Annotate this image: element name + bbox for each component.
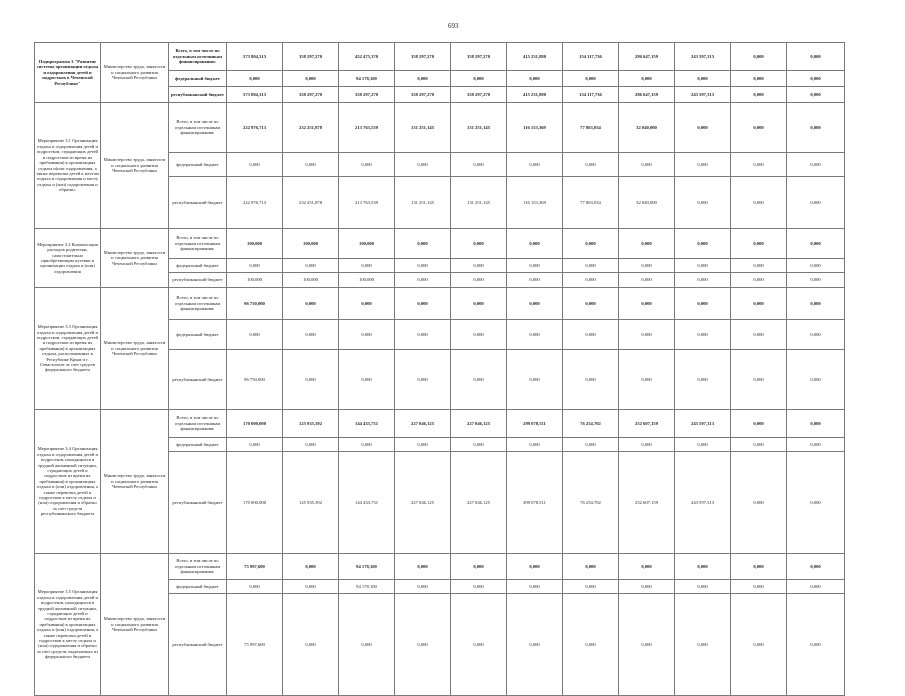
funding-source-cell: республиканский бюджет [169, 452, 227, 554]
amount-cell: 0,000 [283, 594, 339, 696]
amount-cell: 96 750,000 [227, 288, 283, 320]
amount-cell: 0,000 [339, 259, 395, 273]
amount-cell: 131 251,145 [395, 177, 451, 229]
amount-cell: 299 078,511 [507, 452, 563, 554]
amount-cell: 170 000,000 [227, 410, 283, 438]
amount-cell: 227 046,125 [395, 410, 451, 438]
funding-source-cell: Всего, в том числе по отдельным источникам финансирования: [169, 288, 227, 320]
amount-cell: 358 297,270 [283, 43, 339, 71]
amount-cell: 131 251,145 [395, 103, 451, 153]
amount-cell: 0,000 [787, 410, 845, 438]
amount-cell: 0,000 [283, 288, 339, 320]
amount-cell: 0,000 [731, 259, 787, 273]
amount-cell: 0,000 [507, 288, 563, 320]
amount-cell: 96 750,000 [227, 350, 283, 410]
amount-cell: 0,000 [395, 288, 451, 320]
amount-cell: 299 078,511 [507, 410, 563, 438]
amount-cell: 77 863,034 [563, 177, 619, 229]
amount-cell: 0,000 [731, 320, 787, 350]
amount-cell: 0,000 [227, 259, 283, 273]
amount-cell: 0,000 [619, 350, 675, 410]
amount-cell: 0,000 [339, 288, 395, 320]
amount-cell: 0,000 [395, 594, 451, 696]
amount-cell: 0,000 [395, 153, 451, 177]
amount-cell: 0,000 [283, 350, 339, 410]
amount-cell: 0,000 [787, 229, 845, 259]
table-row [35, 229, 845, 259]
table-body [35, 43, 845, 696]
amount-cell: 0,000 [507, 350, 563, 410]
amount-cell: 358 297,270 [451, 43, 507, 71]
executor-cell: Министерство труда, занятости и социального развития Чеченской Республики [101, 229, 169, 288]
amount-cell: 0,000 [507, 153, 563, 177]
amount-cell: 0,000 [395, 580, 451, 594]
amount-cell: 452 475,370 [339, 43, 395, 71]
amount-cell: 100,000 [227, 229, 283, 259]
program-name-cell: Мероприятие 3.1 Организация отдыха и оздоровления детей и подростков, страдающих детей и подростков из время их пребывания) в организациях отдыха и(или оздоровления, а также перевозка детей к местам отдыха и оздоровления и месту отдыха и (или) оздоровления и обратно. [35, 103, 101, 229]
amount-cell: 100,000 [339, 273, 395, 288]
amount-cell: 358 297,270 [339, 87, 395, 103]
amount-cell: 0,000 [675, 229, 731, 259]
amount-cell: 94 178,100 [339, 554, 395, 580]
amount-cell: 0,000 [507, 273, 563, 288]
amount-cell: 0,000 [731, 438, 787, 452]
funding-source-cell: федеральный бюджет [169, 259, 227, 273]
amount-cell: 243 597,313 [675, 410, 731, 438]
amount-cell: 213 763,539 [339, 177, 395, 229]
amount-cell: 0,000 [787, 259, 845, 273]
amount-cell: 0,000 [451, 229, 507, 259]
amount-cell: 0,000 [675, 438, 731, 452]
amount-cell: 0,000 [675, 288, 731, 320]
amount-cell: 0,000 [563, 554, 619, 580]
amount-cell: 415 231,880 [507, 43, 563, 71]
amount-cell: 0,000 [731, 153, 787, 177]
amount-cell: 131 251,145 [451, 177, 507, 229]
amount-cell: 415 231,880 [507, 87, 563, 103]
amount-cell: 0,000 [395, 229, 451, 259]
amount-cell: 0,000 [283, 71, 339, 87]
amount-cell: 0,000 [395, 273, 451, 288]
amount-cell: 0,000 [395, 320, 451, 350]
amount-cell: 0,000 [675, 554, 731, 580]
amount-cell: 0,000 [395, 71, 451, 87]
amount-cell: 358 297,270 [395, 43, 451, 71]
amount-cell: 0,000 [787, 452, 845, 554]
amount-cell: 0,000 [563, 229, 619, 259]
amount-cell: 0,000 [787, 438, 845, 452]
funding-source-cell: Всего, в том числе по отдельным источникам финансирования: [169, 43, 227, 71]
amount-cell: 0,000 [731, 410, 787, 438]
amount-cell: 0,000 [283, 153, 339, 177]
amount-cell: 0,000 [451, 350, 507, 410]
funding-source-cell: республиканский бюджет [169, 177, 227, 229]
amount-cell: 125 935,392 [283, 410, 339, 438]
funding-source-cell: федеральный бюджет [169, 580, 227, 594]
amount-cell: 170 000,000 [227, 452, 283, 554]
program-name-cell: Мероприятие 3.3 Организация отдыха и оздоровления детей и подростков, страдающих детей и подростков из время их пребывания) в организациях отдыха, расположенных в Республике Крым и г. Севастополе за счет средств федерального бюджета [35, 288, 101, 410]
amount-cell: 0,000 [395, 554, 451, 580]
amount-cell: 0,000 [619, 259, 675, 273]
amount-cell: 0,000 [787, 320, 845, 350]
funding-source-cell: федеральный бюджет [169, 71, 227, 87]
amount-cell: 0,000 [563, 71, 619, 87]
amount-cell: 131 251,145 [451, 103, 507, 153]
amount-cell: 0,000 [507, 259, 563, 273]
amount-cell: 0,000 [563, 153, 619, 177]
amount-cell: 0,000 [675, 103, 731, 153]
amount-cell: 0,000 [731, 350, 787, 410]
amount-cell: 0,000 [339, 153, 395, 177]
amount-cell: 0,000 [395, 438, 451, 452]
amount-cell: 0,000 [507, 229, 563, 259]
amount-cell: 0,000 [787, 153, 845, 177]
amount-cell: 0,000 [731, 229, 787, 259]
amount-cell: 0,000 [675, 320, 731, 350]
amount-cell: 0,000 [227, 438, 283, 452]
amount-cell: 0,000 [675, 273, 731, 288]
amount-cell: 100,000 [283, 273, 339, 288]
amount-cell: 0,000 [451, 594, 507, 696]
amount-cell: 243 597,313 [675, 452, 731, 554]
amount-cell: 0,000 [451, 288, 507, 320]
amount-cell: 0,000 [731, 177, 787, 229]
amount-cell: 144 433,731 [339, 410, 395, 438]
amount-cell: 0,000 [619, 438, 675, 452]
amount-cell: 0,000 [675, 350, 731, 410]
amount-cell: 243 597,313 [675, 87, 731, 103]
program-name-cell: Мероприятие 3.5 Организация отдыха и оздоровления детей и подростков, находящихся в трудной жизненной ситуации, страдающих детей и подростков из время их пребывания) в организациях отдыха и (или) оздоровления, а также перевозка детей и подростков к месту отдыха и (или) оздоровления и обратно за счет средств, выделяемых из федерального бюджета [35, 554, 101, 696]
funding-source-cell: республиканский бюджет [169, 87, 227, 103]
amount-cell: 0,000 [451, 438, 507, 452]
funding-source-cell: федеральный бюджет [169, 320, 227, 350]
amount-cell: 0,000 [619, 554, 675, 580]
amount-cell: 0,000 [787, 350, 845, 410]
amount-cell: 0,000 [731, 273, 787, 288]
table-row [35, 554, 845, 580]
amount-cell: 94 178,100 [339, 580, 395, 594]
amount-cell: 76 254,702 [563, 410, 619, 438]
amount-cell: 125 935,392 [283, 452, 339, 554]
amount-cell: 0,000 [619, 273, 675, 288]
funding-source-cell: Всего, в том числе по отдельным источникам финансирования: [169, 103, 227, 153]
amount-cell: 0,000 [227, 71, 283, 87]
amount-cell: 75 997,600 [227, 554, 283, 580]
amount-cell: 0,000 [787, 273, 845, 288]
table-row [35, 288, 845, 320]
amount-cell: 94 178,100 [339, 71, 395, 87]
amount-cell: 0,000 [283, 580, 339, 594]
amount-cell: 0,000 [507, 580, 563, 594]
amount-cell: 0,000 [787, 554, 845, 580]
amount-cell: 0,000 [731, 554, 787, 580]
amount-cell: 100,000 [283, 229, 339, 259]
amount-cell: 0,000 [619, 229, 675, 259]
executor-cell: Министерство труда, занятости и социального развития Чеченской Республики [101, 103, 169, 229]
amount-cell: 144 433,731 [339, 452, 395, 554]
amount-cell: 232 251,878 [283, 177, 339, 229]
amount-cell: 0,000 [675, 594, 731, 696]
amount-cell: 0,000 [675, 177, 731, 229]
amount-cell: 0,000 [675, 580, 731, 594]
program-name-cell: Мероприятие 3.4 Организация отдыха и оздоровления детей и подростков, находящихся в трудной жизненной ситуации, страдающих детей и подростков из время их пребывания) в организациях отдыха и (или) оздоровления, а также перевозка детей и подростков к месту отдыха и (или) оздоровления и обратно за счет средств республиканского бюджета [35, 410, 101, 554]
amount-cell: 0,000 [507, 71, 563, 87]
amount-cell: 0,000 [731, 288, 787, 320]
amount-cell: 77 863,034 [563, 103, 619, 153]
amount-cell: 0,000 [451, 273, 507, 288]
amount-cell: 0,000 [787, 594, 845, 696]
amount-cell: 0,000 [731, 87, 787, 103]
amount-cell: 0,000 [787, 43, 845, 71]
executor-cell: Министерство труда, занятости и социального развития Чеченской Республики [101, 288, 169, 410]
amount-cell: 286 647,159 [619, 43, 675, 71]
amount-cell: 222 976,713 [227, 177, 283, 229]
amount-cell: 0,000 [451, 259, 507, 273]
amount-cell: 243 597,313 [675, 43, 731, 71]
amount-cell: 227 046,125 [451, 452, 507, 554]
amount-cell: 75 997,600 [227, 594, 283, 696]
amount-cell: 0,000 [675, 259, 731, 273]
page-number: 693 [448, 22, 459, 30]
amount-cell: 0,000 [787, 71, 845, 87]
amount-cell: 0,000 [619, 320, 675, 350]
amount-cell: 573 804,313 [227, 43, 283, 71]
amount-cell: 232 251,878 [283, 103, 339, 153]
amount-cell: 0,000 [451, 580, 507, 594]
funding-source-cell: республиканский бюджет [169, 273, 227, 288]
amount-cell: 100,000 [227, 273, 283, 288]
amount-cell: 213 763,539 [339, 103, 395, 153]
amount-cell: 0,000 [787, 580, 845, 594]
amount-cell: 0,000 [675, 153, 731, 177]
amount-cell: 116 153,369 [507, 103, 563, 153]
amount-cell: 0,000 [451, 153, 507, 177]
amount-cell: 0,000 [451, 71, 507, 87]
amount-cell: 0,000 [507, 554, 563, 580]
amount-cell: 0,000 [563, 288, 619, 320]
amount-cell: 0,000 [227, 153, 283, 177]
amount-cell: 0,000 [563, 259, 619, 273]
executor-cell: Министерство труда, занятости и социального развития Чеченской Республики [101, 410, 169, 554]
amount-cell: 0,000 [283, 320, 339, 350]
amount-cell: 0,000 [619, 153, 675, 177]
amount-cell: 0,000 [731, 71, 787, 87]
amount-cell: 0,000 [563, 580, 619, 594]
table-row [35, 43, 845, 71]
amount-cell: 222 976,713 [227, 103, 283, 153]
amount-cell: 358 297,270 [451, 87, 507, 103]
amount-cell: 0,000 [787, 288, 845, 320]
amount-cell: 32 040,000 [619, 177, 675, 229]
amount-cell: 0,000 [283, 438, 339, 452]
table-row [35, 103, 845, 153]
funding-source-cell: федеральный бюджет [169, 153, 227, 177]
amount-cell: 0,000 [731, 103, 787, 153]
amount-cell: 0,000 [731, 452, 787, 554]
funding-source-cell: Всего, в том числе по отдельным источникам финансирования: [169, 410, 227, 438]
amount-cell: 0,000 [619, 594, 675, 696]
amount-cell: 0,000 [619, 288, 675, 320]
amount-cell: 573 804,313 [227, 87, 283, 103]
amount-cell: 0,000 [787, 177, 845, 229]
amount-cell: 286 647,159 [619, 87, 675, 103]
amount-cell: 0,000 [563, 273, 619, 288]
amount-cell: 116 153,369 [507, 177, 563, 229]
amount-cell: 0,000 [787, 103, 845, 153]
amount-cell: 0,000 [731, 594, 787, 696]
amount-cell: 227 046,125 [451, 410, 507, 438]
funding-source-cell: Всего, в том числе по отдельным источникам финансирования: [169, 229, 227, 259]
amount-cell: 0,000 [283, 259, 339, 273]
amount-cell: 0,000 [563, 320, 619, 350]
amount-cell: 0,000 [283, 554, 339, 580]
amount-cell: 0,000 [731, 43, 787, 71]
amount-cell: 227 046,125 [395, 452, 451, 554]
amount-cell: 0,000 [227, 580, 283, 594]
amount-cell: 358 297,270 [283, 87, 339, 103]
program-name-cell: Мероприятие 3.2 Компенсация расходов родителям, самостоятельно приобретающим путевки в организации отдыха и (или) оздоровления [35, 229, 101, 288]
amount-cell: 154 117,736 [563, 87, 619, 103]
amount-cell: 0,000 [395, 259, 451, 273]
amount-cell: 0,000 [227, 320, 283, 350]
amount-cell: 0,000 [619, 580, 675, 594]
amount-cell: 358 297,270 [395, 87, 451, 103]
amount-cell: 0,000 [563, 438, 619, 452]
executor-cell: Министерство труда, занятости и социального развития Чеченской Республики [101, 43, 169, 103]
funding-source-cell: республиканский бюджет [169, 594, 227, 696]
amount-cell: 0,000 [507, 594, 563, 696]
funding-source-cell: республиканский бюджет [169, 350, 227, 410]
amount-cell: 0,000 [507, 320, 563, 350]
amount-cell: 0,000 [339, 594, 395, 696]
amount-cell: 100,000 [339, 229, 395, 259]
funding-source-cell: федеральный бюджет [169, 438, 227, 452]
amount-cell: 0,000 [339, 438, 395, 452]
amount-cell: 76 254,702 [563, 452, 619, 554]
amount-cell: 0,000 [339, 350, 395, 410]
amount-cell: 0,000 [507, 438, 563, 452]
amount-cell: 252 607,159 [619, 452, 675, 554]
executor-cell: Министерство труда, занятости и социального развития Чеченской Республики [101, 554, 169, 696]
amount-cell: 0,000 [339, 320, 395, 350]
amount-cell: 0,000 [451, 554, 507, 580]
funding-source-cell: Всего, в том числе по отдельным источникам финансирования: [169, 554, 227, 580]
amount-cell: 0,000 [619, 71, 675, 87]
amount-cell: 0,000 [451, 320, 507, 350]
amount-cell: 0,000 [395, 350, 451, 410]
amount-cell: 0,000 [731, 580, 787, 594]
amount-cell: 0,000 [787, 87, 845, 103]
amount-cell: 154 117,736 [563, 43, 619, 71]
amount-cell: 252 607,159 [619, 410, 675, 438]
amount-cell: 0,000 [563, 350, 619, 410]
amount-cell: 0,000 [563, 594, 619, 696]
table-row [35, 410, 845, 438]
amount-cell: 32 040,000 [619, 103, 675, 153]
amount-cell: 0,000 [675, 71, 731, 87]
program-name-cell: Подпрограмма 3 "Развитие системы организации отдыха и оздоровления детей и подростков в Чеченской Республике" [35, 43, 101, 103]
budget-table [34, 42, 845, 696]
